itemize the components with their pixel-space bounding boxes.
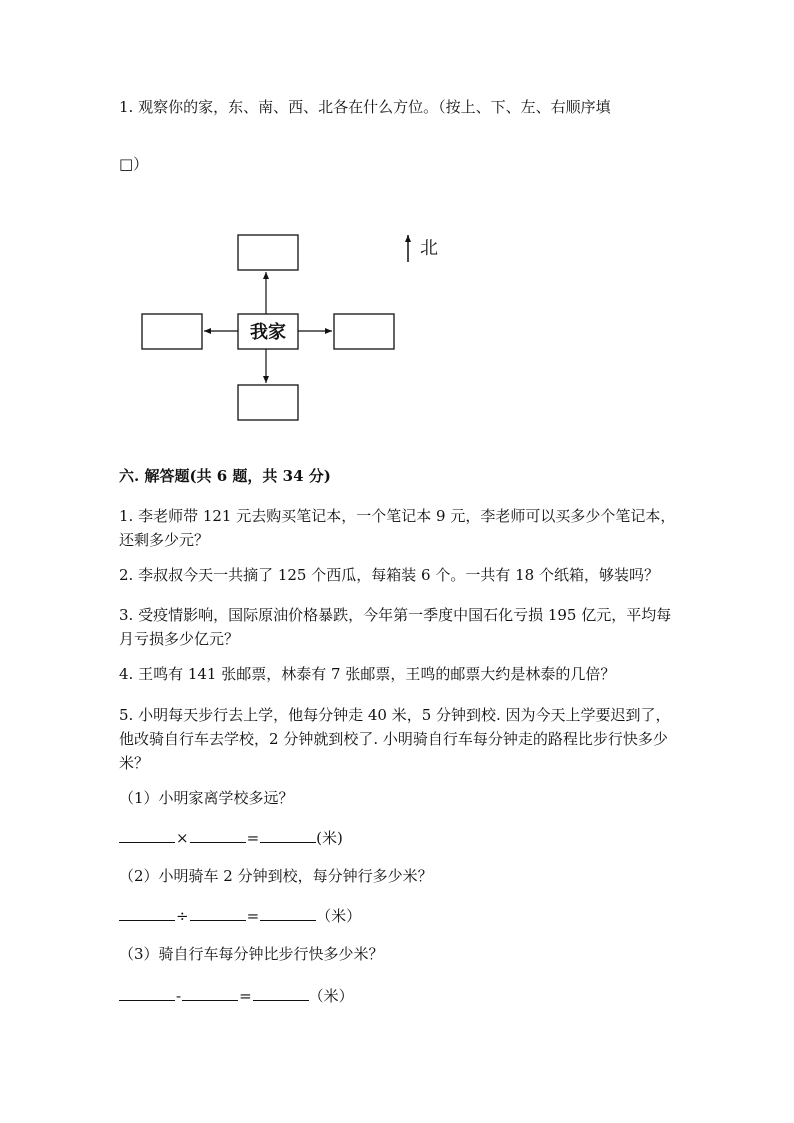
answer-blank[interactable] <box>253 984 309 1001</box>
subquestion-2: （2）小明骑车 2 分钟到校，每分钟行多少米？ <box>119 867 433 885</box>
equals-sign: = <box>239 987 252 1005</box>
question-5: 5. 小明每天步行去上学，他每分钟走 40 米，5 分钟到校. 因为今天上学要迟到了，他改骑自行车去学校，2 分钟就到校了. 小明骑自行车每分钟走的路程比步行快多少米？ <box>119 706 671 772</box>
operator: ÷ <box>176 907 189 925</box>
direction-diagram <box>0 225 794 425</box>
answer-blank[interactable] <box>260 826 316 843</box>
question-4: 4. 王鸣有 141 张邮票，林泰有 7 张邮票，王鸣的邮票大约是林泰的几倍？ <box>119 665 616 683</box>
subquestion-3: （3）骑自行车每分钟比步行快多少米？ <box>119 945 384 963</box>
answer-blank[interactable] <box>190 904 246 921</box>
subquestion-1: （1）小明家离学校多远？ <box>119 789 294 807</box>
section-title: 六. 解答题(共 6 题，共 34 分) <box>119 467 331 485</box>
top-answer-box[interactable] <box>238 235 298 270</box>
unit-label: （米） <box>316 907 362 925</box>
answer-blank[interactable] <box>119 904 175 921</box>
question-1: 1. 李老师带 121 元去购买笔记本，一个笔记本 9 元，李老师可以买多少个笔记本，还剩多少元？ <box>119 507 676 549</box>
answer-blank[interactable] <box>190 826 246 843</box>
answer-blank[interactable] <box>260 904 316 921</box>
left-answer-box[interactable] <box>142 314 202 349</box>
unit-label: (米) <box>316 829 343 847</box>
question-2: 2. 李叔叔今天一共摘了 125 个西瓜，每箱装 6 个。一共有 18 个纸箱，够装吗？ <box>119 566 659 584</box>
operator: - <box>176 987 182 1005</box>
answer-blank[interactable] <box>119 826 175 843</box>
question-3: 3. 受疫情影响，国际原油价格暴跌，今年第一季度中国石化亏损 195 亿元，平均每月亏损多少亿元？ <box>119 606 672 648</box>
equation-row-3 <box>119 984 354 1006</box>
north-label: 北 <box>420 238 438 259</box>
bottom-answer-box[interactable] <box>238 385 298 420</box>
equals-sign: = <box>246 907 260 925</box>
answer-blank[interactable] <box>182 984 238 1001</box>
operator: × <box>176 829 189 847</box>
equation-row-2 <box>119 904 361 926</box>
equation-row-1 <box>119 826 343 848</box>
equals-sign: = <box>246 829 260 847</box>
direction-question-line2: □） <box>119 155 149 173</box>
center-home-label: 我家 <box>250 322 286 343</box>
unit-label: （米） <box>308 987 354 1005</box>
direction-question-line1: 1. 观察你的家，东、南、西、北各在什么方位。（按上、下、左、右顺序填 <box>119 98 611 116</box>
answer-blank[interactable] <box>119 984 175 1001</box>
right-answer-box[interactable] <box>334 314 394 349</box>
